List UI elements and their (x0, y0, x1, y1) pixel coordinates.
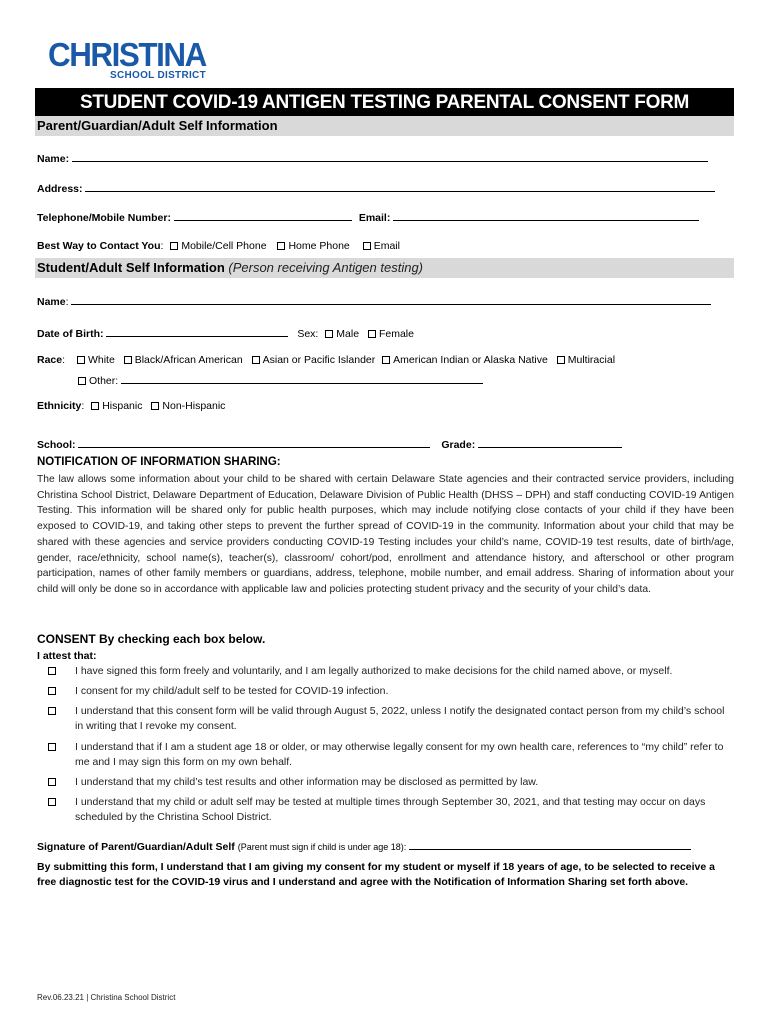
parent-section-heading: Parent/Guardian/Adult Self Information (35, 116, 734, 136)
student-section-heading: Student/Adult Self Information (Person receiving Antigen testing) (35, 258, 734, 278)
dob-field[interactable] (106, 325, 288, 337)
male-checkbox[interactable] (325, 330, 333, 338)
logo-sub-text: SCHOOL DISTRICT (110, 70, 206, 81)
attest-label: I attest that: (37, 650, 97, 662)
parent-phone-email-row: Telephone/Mobile Number: Email: (37, 209, 699, 225)
consent-checkbox-5[interactable] (48, 778, 56, 786)
student-name-row: Name: (37, 293, 711, 309)
race-row: Race: White Black/African American Asian or Pacific Islander American Indian or Alaska Native Multiracial (37, 354, 616, 366)
signature-field[interactable] (409, 838, 691, 850)
home-phone-checkbox[interactable] (277, 242, 285, 250)
race-black-checkbox[interactable] (124, 356, 132, 364)
ethnicity-row: Ethnicity: Hispanic Non-Hispanic (37, 400, 226, 412)
consent-checkbox-2[interactable] (48, 687, 56, 695)
race-american-indian-checkbox[interactable] (382, 356, 390, 364)
signature-row: Signature of Parent/Guardian/Adult Self (Parent must sign if child is under age 18): (37, 838, 691, 853)
school-field[interactable] (78, 436, 430, 448)
race-other-field[interactable] (121, 372, 483, 384)
race-white-checkbox[interactable] (77, 356, 85, 364)
notification-paragraph: The law allows some information about your child to be shared with certain Delaware State agencies and their contracted service providers, including Christina School District, Delaware Department of Education, Delaware Division of Public Health (DHSS – DPH) and staff conducting COVID-19 Antigen Testing. This information will be shared only for public health purposes, which may include notifying close contacts of your child if they have been exposed to COVID-19, and taking other steps to prevent the further spread of COVID-19 in the community. Information about your child that may be shared with these agencies and service providers conducting COVID-19 Testing includes your child’s name, COVID-19 test results, date of birth/age, gender, race/ethnicity, school name(s), teacher(s), classroom/ cohort/pod, enrollment and attendance history, and afterschool or other program participation, names of other family members or guardians, address, telephone, mobile number, and email address. Sharing of information about your child will only be done so in accordance with applicable law and policies protecting student privacy and the security of your child’s data. (37, 474, 734, 595)
consent-heading: CONSENT By checking each box below. (37, 632, 266, 646)
form-title-bar (35, 88, 734, 116)
footer-revision: Rev.06.23.21 | Christina School District (37, 993, 176, 1002)
race-other-row: Other: (75, 372, 483, 388)
race-other-checkbox[interactable] (78, 377, 86, 385)
dob-sex-row: Date of Birth: Sex: Male Female (37, 325, 414, 341)
female-checkbox[interactable] (368, 330, 376, 338)
non-hispanic-checkbox[interactable] (151, 402, 159, 410)
parent-address-field[interactable] (85, 180, 715, 192)
mobile-checkbox[interactable] (170, 242, 178, 250)
email-checkbox[interactable] (363, 242, 371, 250)
consent-checkbox-6[interactable] (48, 798, 56, 806)
hispanic-checkbox[interactable] (91, 402, 99, 410)
parent-address-row: Address: (37, 180, 715, 196)
consent-form-page: CHRISTINA SCHOOL DISTRICT STUDENT COVID-19 ANTIGEN TESTING PARENTAL CONSENT FORM Parent/Guardian/Adult Self Information Name: Address: Telephone/Mobile Number: Email: Best Way to Contact You: Mobile/Cell Phone Home Phone Email Student/Adult Self Information (Person receiving Antigen testing) Name: Date of Birth: Sex: Male Female Race: White Black/African American Asian or Pacific Islander American Indian or Alaska Native Multiracial Other: Ethnicity: Hispanic Non-Hispanic School: Grade: NOTIFICATION OF INFORMATION SHARING: The law allows some information about your child to be shared with certain Delaware State agencies and their contracted service providers, including Christina School District, Delaware Department of Education, Delaware Division of Public Health (DHSS – DPH) and staff conducting COVID-19 Antigen Testing. This information will be shared only for public health purposes, which may include notifying close contacts of your child if they have been exposed to COVID-19, and taking other steps to prevent the further spread of COVID-19 in the community. Information about your child that may be shared with these agencies and service providers conducting COVID-19 Testing includes your child’s name, COVID-19 test results, date of birth/age, gender, race/ethnicity, school name(s), teacher(s), classroom/ cohort/pod, enrollment and attendance history, and afterschool or other program participation, names of other family members or guardians, address, telephone, mobile number, and email address. Sharing of information about your child will only be done so in accordance with applicable law and policies protecting student privacy and the security of your child’s data. CONSENT By checking each box below. I attest that: I have signed this form freely and voluntarily, and I am legally authorized to make decisions for the child named above, or myself. I consent for my child/adult self to be tested for COVID-19 infection. I understand that this consent form will be valid through August 5, 2022, unless I notify the designated contact person from my child’s school in writing that I revoke my consent. I understand that if I am a student age 18 or older, or may otherwise legally consent for my own health care, references to “my child” refer to me and I may sign this form on my own behalf. I understand that my child’s test results and other information may be disclosed as permitted by law. I understand that my child or adult self may be tested at multiple times through September 30, 2021, and that testing may occur on days scheduled by the Christina School District. Signature of Parent/Guardian/Adult Self (Parent must sign if child is under age 18): By submitting this form, I understand that I am giving my consent for my student or myself if 18 years of age, to be selected to receive a free diagnostic test for the COVID-19 virus and I understand and agree with the Notification of Information Sharing set forth above. Rev.06.23.21 | Christina School District (37, 36, 734, 1002)
race-multiracial-checkbox[interactable] (557, 356, 565, 364)
notification-heading: NOTIFICATION OF INFORMATION SHARING: (37, 456, 281, 468)
contact-preference-row: Best Way to Contact You: Mobile/Cell Phone Home Phone Email (37, 240, 400, 252)
parent-name-row: Name: (37, 150, 708, 166)
school-grade-row: School: Grade: (37, 436, 622, 452)
consent-checkbox-3[interactable] (48, 707, 56, 715)
grade-field[interactable] (478, 436, 622, 448)
district-logo (48, 38, 218, 84)
parent-telephone-field[interactable] (174, 209, 352, 221)
final-statement: By submitting this form, I understand that I am giving my consent for my student or myself if 18 years of age, to be selected to receive a free diagnostic test for the COVID-19 virus and I understand and agree with the Notification of Information Sharing set forth above. (37, 861, 715, 888)
consent-checkbox-4[interactable] (48, 743, 56, 751)
race-asian-checkbox[interactable] (252, 356, 260, 364)
consent-checkbox-1[interactable] (48, 667, 56, 675)
student-name-field[interactable] (71, 293, 711, 305)
parent-name-field[interactable] (72, 150, 708, 162)
logo-main-text: CHRISTINA (48, 36, 206, 73)
form-title: STUDENT COVID-19 ANTIGEN TESTING PARENTAL CONSENT FORM (79, 92, 690, 113)
parent-email-field[interactable] (393, 209, 699, 221)
